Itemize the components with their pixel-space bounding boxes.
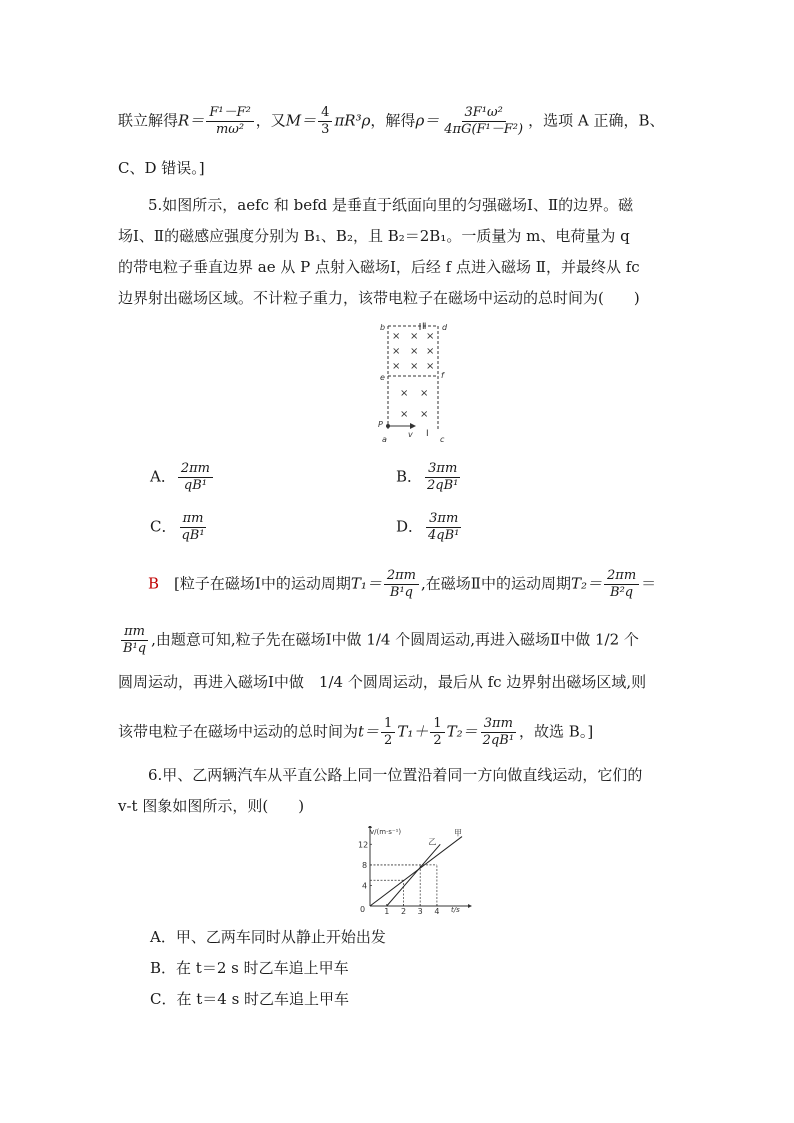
x-axis-arrow xyxy=(468,904,472,908)
q5-option-B[interactable]: B． $\frac{3\pi m}{\text{2qB¹}}$ xyxy=(396,461,459,493)
solution-5-line-1: B [粒子在磁场Ⅰ中的运动周期T₁＝ $\frac{2\pi m}{\text{B¹q}}$ ,在磁场Ⅱ中的运动周期T₂＝ $\frac{2\pi m}{\text{B²q}}$ ＝ xyxy=(148,568,657,600)
fraction-rho: $\frac{\text{3F¹ω²}}{\text{4πG(F¹－F²)}}$ xyxy=(444,105,524,137)
question-6-line-1: 6.甲、乙两辆汽车从平直公路上同一位置沿着同一方向做直线运动，它们的 xyxy=(148,766,643,784)
fraction-R: $\frac{\text{F¹－F²}}{\text{mω²}}$ xyxy=(206,105,253,138)
fraction-four-thirds: $\frac{4}{3}$ xyxy=(318,105,332,138)
field-cross: × xyxy=(426,346,435,357)
question-5-line-3: 的带电粒子垂直边界 ae 从 P 点射入磁场Ⅰ，后经 f 点进入磁场 Ⅱ，并最终从 fc xyxy=(118,258,640,276)
field-cross: × xyxy=(410,346,419,357)
chart-x-tick-label: 3 xyxy=(417,907,423,916)
label-a: a xyxy=(382,435,387,444)
field-cross: × xyxy=(392,361,401,372)
solution-5-line-2: $\frac{\pi m}{\text{B¹q}}$ ,由题意可知,粒子先在磁场Ⅰ中做 1/4 个圆周运动,再进入磁场Ⅱ中做 1/2 个 xyxy=(123,624,639,656)
field-cross: × xyxy=(420,409,429,420)
chart-series-line-1 xyxy=(387,844,441,906)
q6-option-A[interactable]: A．甲、乙两车同时从静止开始出发 xyxy=(150,928,386,946)
solution-5-line-3: 圆周运动，再进入磁场Ⅰ中做 1/4 个圆周运动，最后从 fc 边界射出磁场区域,则 xyxy=(118,673,647,691)
field-cross: × xyxy=(426,361,435,372)
question-5-line-2: 场Ⅰ、Ⅱ的磁感应强度分别为 B₁、B₂，且 B₂＝2B₁。一质量为 m、电荷量为 q xyxy=(118,227,630,245)
label-v: v xyxy=(408,430,413,439)
field-cross: × xyxy=(410,331,419,342)
vt-chart xyxy=(348,826,472,918)
label-d: d xyxy=(442,323,448,332)
q6-option-B[interactable]: B．在 t＝2 s 时乙车追上甲车 xyxy=(150,959,349,977)
field-cross: × xyxy=(410,361,419,372)
label-b: b xyxy=(380,323,386,332)
label-region-II: Ⅱ xyxy=(422,322,427,332)
q5-option-D[interactable]: D． $\frac{3\pi m}{\text{4qB¹}}$ xyxy=(396,511,460,543)
chart-y-tick-label: 8 xyxy=(362,860,368,870)
field-cross: × xyxy=(400,388,409,399)
chart-y-tick-label: 12 xyxy=(358,840,369,850)
label-f: f xyxy=(441,371,444,380)
solution-4-conclusion: C、D 错误。] xyxy=(118,159,205,177)
question-6-line-2: v-t 图象如图所示，则( ) xyxy=(118,797,305,815)
chart-series-line-0 xyxy=(370,837,462,906)
chart-origin-label: 0 xyxy=(360,905,366,914)
chart-x-tick-label: 1 xyxy=(384,907,390,916)
label-e: e xyxy=(380,373,385,382)
chart-y-tick-label: 4 xyxy=(362,881,368,891)
solution-4-formula-line: 联立解得R＝ $\frac{\text{F¹－F²}}{\text{mω²}}$ ，又M＝ $\frac{4}{3}$ πR³ρ，解得ρ＝ $\frac{\text{3F¹ω²}}{\text{4πG(F¹－F²)}}$ ，选项 A 正确，B、 xyxy=(118,105,665,137)
chart-y-label: v/(m·s⁻¹) xyxy=(370,828,402,836)
question-5-line-1: 5.如图所示，aefc 和 befd 是垂直于纸面向里的匀强磁场Ⅰ、Ⅱ的边界。磁 xyxy=(148,196,634,214)
field-cross: × xyxy=(400,409,409,420)
solution-5-line-4: 该带电粒子在磁场中运动的总时间为t＝ $\frac{1}{2}$ T₁＋ $\frac{1}{2}$ T₂＝ $\frac{3\pi m}{\text{2qB¹}}$ ，故选 B。] xyxy=(118,716,594,748)
label-c: c xyxy=(440,435,445,444)
label-region-I: Ⅰ xyxy=(426,429,429,439)
question-5-line-4: 边界射出磁场区域。不计粒子重力，该带电粒子在磁场中运动的总时间为( ) xyxy=(118,289,640,307)
label-P: P xyxy=(378,420,383,429)
chart-x-tick-label: 2 xyxy=(400,907,407,916)
field-cross: × xyxy=(392,346,401,357)
chart-series-label: 甲 xyxy=(454,828,462,838)
q6-option-C[interactable]: C．在 t＝4 s 时乙车追上甲车 xyxy=(150,990,350,1008)
field-cross: × xyxy=(426,331,435,342)
field-cross: × xyxy=(392,331,401,342)
chart-x-label: t/s xyxy=(451,906,460,914)
chart-x-tick-label: 4 xyxy=(434,907,440,916)
chart-series-label: 乙 xyxy=(428,837,437,847)
q5-option-C[interactable]: C． $\frac{\pi m}{\text{qB¹}}$ xyxy=(150,511,205,543)
q5-option-A[interactable]: A． $\frac{2\pi m}{\text{qB¹}}$ xyxy=(150,461,215,494)
field-cross: × xyxy=(420,388,429,399)
magnetic-field-figure xyxy=(370,318,460,446)
answer-label: B xyxy=(148,574,160,593)
